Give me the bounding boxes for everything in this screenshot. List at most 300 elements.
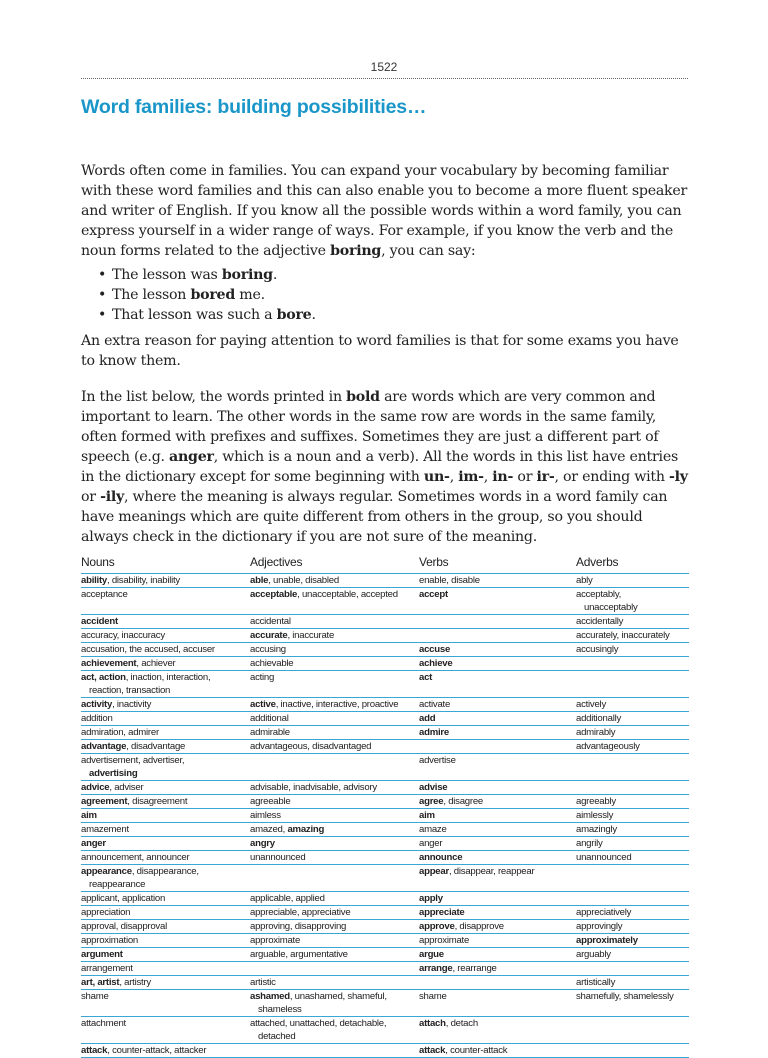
list-item — [81, 285, 688, 305]
nouns-cell — [81, 851, 250, 865]
headword-bold: act, action — [81, 672, 126, 683]
verbs-cell — [419, 892, 576, 906]
paragraph-text: , where the meaning is always regular. Sometimes words in a word family can have meanings which are quite different from others in the group, so you should always check in the dictionary if you are not sure of the meaning. — [81, 489, 668, 545]
adverbs-cell — [576, 934, 689, 948]
table-row — [81, 906, 689, 920]
table-row — [81, 809, 689, 823]
cell-line — [576, 823, 689, 836]
cell-line — [419, 948, 576, 961]
verbs-cell — [419, 851, 576, 865]
related-word: appreciatively — [576, 907, 632, 918]
verbs-cell — [419, 1017, 576, 1044]
related-word: , inactive, interactive, proactive — [275, 699, 399, 710]
cell-line — [419, 920, 576, 933]
table-row — [81, 795, 689, 809]
headword-bold: approximately — [576, 935, 638, 946]
nouns-cell — [81, 976, 250, 990]
headword-bold: advise — [419, 782, 448, 793]
cell-line — [576, 574, 689, 587]
intro-bold-word: boring — [330, 243, 382, 259]
table-row — [81, 754, 689, 781]
related-word: acceptance — [81, 589, 128, 600]
cell-line — [576, 851, 689, 864]
related-word: , disadvantage — [126, 741, 186, 752]
headword-bold: accident — [81, 616, 118, 627]
list-item-bold: boring — [221, 267, 273, 283]
cell-line — [81, 754, 250, 767]
adverbs-cell — [576, 1044, 689, 1058]
adjectives-cell — [250, 823, 419, 837]
related-word: attached, unattached, detachable, — [250, 1018, 387, 1029]
related-word: ably — [576, 575, 593, 586]
header-rule — [81, 78, 688, 79]
cell-line — [250, 629, 419, 642]
list-item — [81, 305, 688, 325]
cell-line — [419, 698, 576, 711]
cell-line — [81, 574, 250, 587]
cell-line — [419, 588, 576, 601]
nouns-cell — [81, 781, 250, 795]
related-word: admirably — [576, 727, 616, 738]
adverbs-cell — [576, 865, 689, 892]
cell-line — [576, 809, 689, 822]
headword-bold: attack — [419, 1045, 446, 1056]
cell-line — [250, 712, 419, 725]
related-word: detached — [258, 1031, 296, 1042]
verbs-cell — [419, 795, 576, 809]
adjectives-cell — [250, 629, 419, 643]
headword-bold: ashamed — [250, 991, 290, 1002]
verbs-cell — [419, 906, 576, 920]
adverbs-cell — [576, 615, 689, 629]
headword-bold: aim — [419, 810, 435, 821]
adjectives-cell — [250, 837, 419, 851]
adjectives-cell — [250, 892, 419, 906]
cell-line — [81, 698, 250, 711]
adverbs-cell — [576, 588, 689, 615]
intro-paragraph-3 — [81, 387, 688, 547]
related-word: aimlessly — [576, 810, 614, 821]
adverbs-cell — [576, 795, 689, 809]
paragraph-bold-term: bold — [346, 389, 380, 405]
related-word: , disapprove — [454, 921, 504, 932]
headword-bold: admire — [419, 727, 449, 738]
headword-bold: arrange — [419, 963, 453, 974]
verbs-cell — [419, 671, 576, 698]
related-word: appreciable, appreciative — [250, 907, 351, 918]
cell-line — [419, 865, 576, 878]
adjectives-cell — [250, 934, 419, 948]
related-word: agreeable — [250, 796, 291, 807]
related-word: approvingly — [576, 921, 623, 932]
adverbs-cell — [576, 698, 689, 712]
headword-bold: accept — [419, 589, 448, 600]
cell-line — [419, 906, 576, 919]
adverbs-cell — [576, 976, 689, 990]
headword-bold: achieve — [419, 658, 453, 669]
table-row — [81, 698, 689, 712]
nouns-cell — [81, 906, 250, 920]
related-word: , inaction, interaction, — [125, 672, 211, 683]
cell-line — [576, 740, 689, 753]
table-row — [81, 892, 689, 906]
related-word: shamefully, shamelessly — [576, 991, 674, 1002]
cell-line — [576, 976, 689, 989]
nouns-cell — [81, 574, 250, 588]
related-word: anger — [419, 838, 443, 849]
table-row — [81, 781, 689, 795]
verbs-cell — [419, 934, 576, 948]
cell-line — [81, 740, 250, 753]
paragraph-bold-term: ir- — [536, 469, 555, 485]
cell-line — [250, 740, 419, 753]
table-row — [81, 629, 689, 643]
related-word: angrily — [576, 838, 603, 849]
nouns-cell — [81, 643, 250, 657]
verbs-cell — [419, 643, 576, 657]
adjectives-cell — [250, 795, 419, 809]
related-word: applicant, application — [81, 893, 166, 904]
cell-line — [250, 643, 419, 656]
adverbs-cell — [576, 920, 689, 934]
cell-line — [81, 615, 250, 628]
related-word: enable, disable — [419, 575, 480, 586]
adverbs-cell — [576, 657, 689, 671]
related-word: acting — [250, 672, 275, 683]
adverbs-cell — [576, 962, 689, 976]
headword-bold: anger — [81, 838, 106, 849]
cell-line — [576, 906, 689, 919]
related-word: , disagreement — [127, 796, 188, 807]
adverbs-cell — [576, 671, 689, 698]
related-word: additionally — [576, 713, 622, 724]
paragraph-text: , — [449, 469, 459, 485]
nouns-cell — [81, 809, 250, 823]
adverbs-cell — [576, 574, 689, 588]
headword-bold: acceptable — [250, 589, 298, 600]
table-row — [81, 588, 689, 615]
cell-line — [250, 934, 419, 947]
related-word: approximation — [81, 935, 139, 946]
table-row — [81, 851, 689, 865]
related-word: advantageous, disadvantaged — [250, 741, 372, 752]
table-row — [81, 837, 689, 851]
verbs-cell — [419, 629, 576, 643]
cell-line — [250, 574, 419, 587]
verbs-cell — [419, 976, 576, 990]
cell-line — [81, 795, 250, 808]
cell-line — [419, 990, 576, 1003]
headword-bold: aim — [81, 810, 97, 821]
adjectives-cell — [250, 643, 419, 657]
related-word: amaze — [419, 824, 447, 835]
table-row — [81, 934, 689, 948]
table-row — [81, 948, 689, 962]
list-item-bold: bore — [276, 307, 312, 323]
paragraph-bold-term: -ly — [669, 469, 688, 485]
cell-line — [250, 837, 419, 850]
headword-bold: appearance — [81, 866, 132, 877]
column-header-nouns: Nouns — [81, 552, 250, 574]
related-word: , disagree — [443, 796, 483, 807]
cell-line — [250, 795, 419, 808]
adverbs-cell — [576, 851, 689, 865]
adjectives-cell — [250, 809, 419, 823]
headword-bold: add — [419, 713, 436, 724]
cell-line — [250, 851, 419, 864]
related-word: accusing — [250, 644, 286, 655]
related-word: approximate — [250, 935, 301, 946]
related-word: , inactivity — [112, 699, 152, 710]
table-row — [81, 920, 689, 934]
related-word: , artistry — [119, 977, 151, 988]
nouns-cell — [81, 948, 250, 962]
headword-bold: attach — [419, 1018, 446, 1029]
verbs-cell — [419, 823, 576, 837]
adjectives-cell — [250, 906, 419, 920]
nouns-cell — [81, 712, 250, 726]
related-word: shame — [419, 991, 447, 1002]
adjectives-cell — [250, 865, 419, 892]
adverbs-cell — [576, 781, 689, 795]
headword-bold: approve — [419, 921, 455, 932]
paragraph-bold-term: -ily — [100, 489, 125, 505]
cell-line — [576, 920, 689, 933]
nouns-cell — [81, 934, 250, 948]
table-row — [81, 615, 689, 629]
example-list — [81, 265, 688, 325]
adverbs-cell — [576, 809, 689, 823]
cell-line — [81, 976, 250, 989]
headword-bold: advertising — [89, 768, 138, 779]
verbs-cell — [419, 837, 576, 851]
table-row — [81, 643, 689, 657]
cell-line — [81, 948, 250, 961]
adjectives-cell — [250, 1044, 419, 1058]
cell-line — [81, 878, 250, 891]
cell-line — [419, 934, 576, 947]
verbs-cell — [419, 698, 576, 712]
nouns-cell — [81, 795, 250, 809]
table-row — [81, 1044, 689, 1058]
headword-bold: amazing — [287, 824, 325, 835]
cell-line — [250, 781, 419, 794]
cell-line — [419, 574, 576, 587]
related-word: , detach — [445, 1018, 478, 1029]
paragraph-text: or — [81, 489, 101, 505]
related-word: attachment — [81, 1018, 126, 1029]
related-word: , counter-attack — [445, 1045, 508, 1056]
cell-line — [419, 795, 576, 808]
cell-line — [576, 990, 689, 1003]
nouns-cell — [81, 1017, 250, 1044]
adjectives-cell — [250, 976, 419, 990]
list-item-text: The lesson — [112, 287, 191, 303]
intro-text-end: , you can say: — [381, 243, 476, 259]
cell-line — [81, 588, 250, 601]
adjectives-cell — [250, 851, 419, 865]
nouns-cell — [81, 754, 250, 781]
related-word: accurately, inaccurately — [576, 630, 670, 641]
related-word: reaction, transaction — [89, 685, 171, 696]
headword-bold: attack — [81, 1045, 108, 1056]
cell-line — [419, 726, 576, 739]
nouns-cell — [81, 892, 250, 906]
related-word: arguably — [576, 949, 611, 960]
nouns-cell — [81, 726, 250, 740]
related-word: applicable, applied — [250, 893, 325, 904]
intro-paragraph-1 — [81, 161, 688, 261]
table-row — [81, 823, 689, 837]
verbs-cell — [419, 865, 576, 892]
nouns-cell — [81, 1044, 250, 1058]
related-word: , disappearance, — [131, 866, 199, 877]
adverbs-cell — [576, 629, 689, 643]
cell-line — [250, 809, 419, 822]
related-word: aimless — [250, 810, 281, 821]
related-word: , rearrange — [452, 963, 497, 974]
table-row — [81, 671, 689, 698]
headword-bold: able — [250, 575, 269, 586]
column-header-adverbs: Adverbs — [576, 552, 689, 574]
related-word: advantageously — [576, 741, 640, 752]
table-row — [81, 574, 689, 588]
headword-bold: apply — [419, 893, 443, 904]
related-word: actively — [576, 699, 606, 710]
related-word: , adviser — [109, 782, 144, 793]
table-row — [81, 726, 689, 740]
table-row — [81, 1017, 689, 1044]
related-word: shameless — [258, 1004, 302, 1015]
paragraph-text: , which is a noun and a verb). All the words in this list have entries in the dictionary except for some beginning with — [81, 449, 678, 485]
related-word: , counter-attack, attacker — [107, 1045, 207, 1056]
headword-bold: appreciate — [419, 907, 465, 918]
paragraph-bold-term: in- — [492, 469, 514, 485]
related-word: accidentally — [576, 616, 624, 627]
related-word: arguable, argumentative — [250, 949, 348, 960]
related-word: unacceptably — [584, 602, 638, 613]
cell-line — [81, 851, 250, 864]
verbs-cell — [419, 726, 576, 740]
cell-line — [250, 892, 419, 905]
paragraph-bold-term: im- — [458, 469, 484, 485]
adverbs-cell — [576, 837, 689, 851]
nouns-cell — [81, 920, 250, 934]
table-row — [81, 657, 689, 671]
cell-line — [81, 767, 250, 780]
nouns-cell — [81, 657, 250, 671]
headword-bold: act — [419, 672, 433, 683]
cell-line — [81, 837, 250, 850]
cell-line — [576, 837, 689, 850]
verbs-cell — [419, 809, 576, 823]
headword-bold: argue — [419, 949, 444, 960]
list-item-text: . — [311, 307, 316, 323]
adverbs-cell — [576, 823, 689, 837]
cell-line — [81, 892, 250, 905]
paragraph-bold-term: anger — [169, 449, 214, 465]
verbs-cell — [419, 657, 576, 671]
related-word: accusingly — [576, 644, 619, 655]
headword-bold: active — [250, 699, 276, 710]
headword-bold: achievement — [81, 658, 137, 669]
related-word: accusation, the accused, accuser — [81, 644, 215, 655]
related-word: approving, disapproving — [250, 921, 347, 932]
related-word: advisable, inadvisable, advisory — [250, 782, 377, 793]
cell-line — [250, 698, 419, 711]
related-word: admirable — [250, 727, 290, 738]
related-word: unannounced — [250, 852, 306, 863]
cell-line — [81, 671, 250, 684]
related-word: reappearance — [89, 879, 146, 890]
cell-line — [576, 629, 689, 642]
table-row — [81, 865, 689, 892]
adjectives-cell — [250, 712, 419, 726]
headword-bold: advantage — [81, 741, 127, 752]
cell-line — [576, 588, 689, 601]
adjectives-cell — [250, 754, 419, 781]
headword-bold: appear — [419, 866, 449, 877]
cell-line — [250, 671, 419, 684]
cell-line — [576, 698, 689, 711]
cell-line — [81, 906, 250, 919]
paragraph-text: or — [513, 469, 537, 485]
adverbs-cell — [576, 990, 689, 1017]
cell-line — [250, 948, 419, 961]
adverbs-cell — [576, 906, 689, 920]
related-word: unannounced — [576, 852, 632, 863]
cell-line — [576, 948, 689, 961]
adjectives-cell — [250, 615, 419, 629]
cell-line — [81, 712, 250, 725]
cell-line — [419, 643, 576, 656]
page-title: Word families: building possibilities… — [81, 96, 427, 118]
list-item — [81, 265, 688, 285]
adjectives-cell — [250, 657, 419, 671]
related-word: artistically — [576, 977, 616, 988]
adjectives-cell — [250, 671, 419, 698]
cell-line — [81, 643, 250, 656]
headword-bold: advice — [81, 782, 110, 793]
table-row — [81, 740, 689, 754]
cell-line — [419, 892, 576, 905]
cell-line — [250, 588, 419, 601]
adverbs-cell — [576, 740, 689, 754]
related-word: , achiever — [136, 658, 176, 669]
headword-bold: accuse — [419, 644, 451, 655]
cell-line — [250, 823, 419, 836]
adjectives-cell — [250, 740, 419, 754]
intro-paragraph-2: An extra reason for paying attention to word families is that for some exams you have to know them. — [81, 333, 679, 369]
adverbs-cell — [576, 754, 689, 781]
headword-bold: activity — [81, 699, 113, 710]
related-word: , unacceptable, accepted — [297, 589, 398, 600]
table-header-row — [81, 552, 689, 574]
headword-bold: art, artist — [81, 977, 120, 988]
cell-line — [419, 754, 576, 767]
adverbs-cell — [576, 948, 689, 962]
nouns-cell — [81, 615, 250, 629]
related-word: advertisement, advertiser, — [81, 755, 185, 766]
verbs-cell — [419, 754, 576, 781]
verbs-cell — [419, 1044, 576, 1058]
related-word: approximate — [419, 935, 470, 946]
cell-line — [81, 657, 250, 670]
table-row — [81, 962, 689, 976]
nouns-cell — [81, 698, 250, 712]
adjectives-cell — [250, 698, 419, 712]
table-body — [81, 574, 689, 1058]
